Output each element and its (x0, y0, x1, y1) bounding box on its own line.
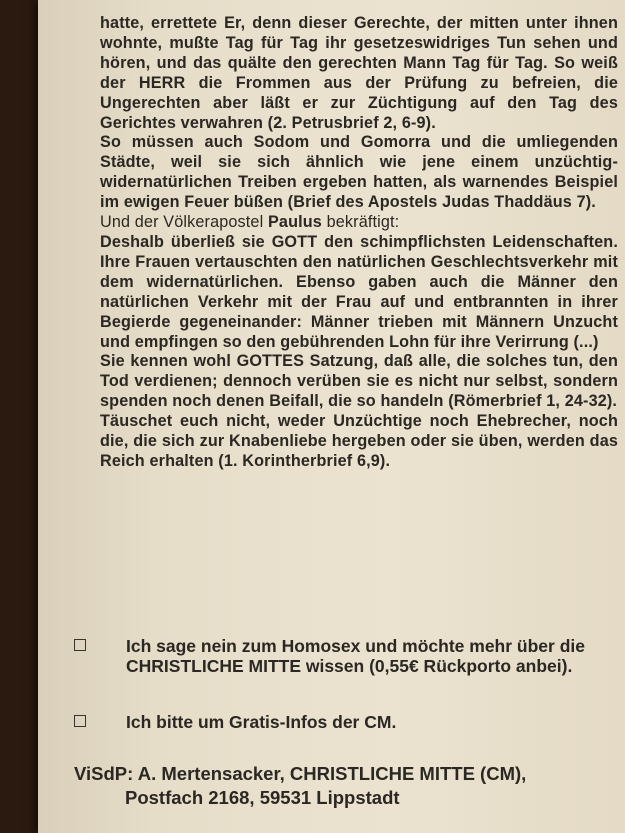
option-2-checkbox[interactable] (74, 715, 86, 727)
paragraph-roemer-1: Deshalb überließ sie GOTT den schimpflichsten Leidenschaften. Ihre Frauen vertauschten den natürlichen Geschlechtsverkehr mit dem widernatürlichen. Ebenso gaben auch die Männer den natürlichen Verkehr mit der Frau auf und entbrannten in ihrer Begierde gegeneinander: Männer trieben mit Männern Unzucht und empfingen so den gebührenden Lohn für ihre Verirrung (...) (100, 232, 618, 351)
imprint-line-2: Postfach 2168, 59531 Lippstadt (125, 787, 400, 808)
intro-suffix: bekräftigt: (321, 213, 400, 232)
option-2-label: Ich bitte um Gratis-Infos der CM. (126, 712, 397, 732)
paragraph-roemer-2: Sie kennen wohl GOTTES Satzung, daß alle, die solches tun, den Tod verdienen; dennoch verüben sie es nicht nur selbst, sondern spenden noch denen Beifall, die so handeln (Römerbrief 1, 24-32). (100, 352, 618, 411)
imprint-line-1: ViSdP: A. Mertensacker, CHRISTLICHE MITTE (CM), (74, 763, 527, 784)
paulus-name: Paulus (267, 213, 322, 232)
paragraph-paulus-intro (100, 213, 618, 233)
option-1-label: Ich sage nein zum Homosex und möchte mehr über die CHRISTLICHE MITTE wissen (0,55€ Rückporto anbei). (126, 636, 585, 676)
paragraph-korinther: Täuschet euch nicht, weder Unzüchtige noch Ehebrecher, noch die, die sich zur Knabenliebe hergeben oder sie üben, werden das Reich erhalten (1. Korintherbrief 6,9). (100, 412, 618, 470)
scripture-text (100, 14, 618, 472)
option-1-checkbox[interactable] (74, 639, 86, 651)
flyer-page (38, 0, 625, 833)
paragraph-petrus: hatte, errettete Er, denn dieser Gerechte, der mitten unter ihnen wohnte, mußte Tag für Tag ihr gesetzeswidriges Tun sehen und hören, und das quälte den gerechten Mann Tag für Tag. So weiß der HERR die Frommen aus der Prüfung zu befreien, die Ungerechten aber läßt er zur Züchtigung auf den Tag des Gerichtes verwahren (2. Petrusbrief 2, 6-9). (100, 14, 618, 132)
intro-prefix: Und der Völkerapostel (100, 213, 268, 232)
imprint (74, 762, 625, 810)
paragraph-judas: So müssen auch Sodom und Gomorra und die umliegenden Städte, weil sie sich ähnlich wie jene einem unzüchtig-widernatürlichen Treiben ergeben hatten, als warnendes Beispiel im ewigen Feuer büßen (Brief des Apostels Judas Thaddäus 7). (100, 133, 618, 212)
